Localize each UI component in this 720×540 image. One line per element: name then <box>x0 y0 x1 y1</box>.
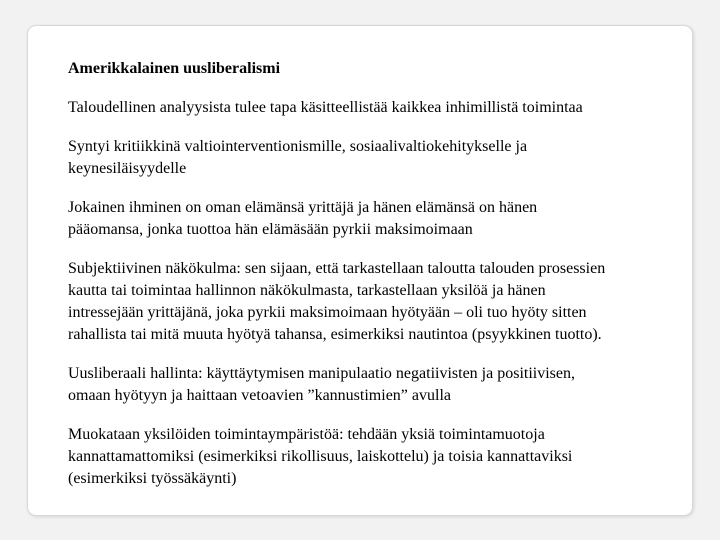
paragraph-line: kannattamattomiksi (esimerkiksi rikollisuus, laiskottelu) ja toisia kannattaviksi <box>68 448 573 465</box>
paragraph-5 <box>68 363 698 407</box>
paragraph-line: Taloudellinen analyysista tulee tapa käsitteellistää kaikkea inhimillistä toimintaa <box>68 99 583 116</box>
paragraph-line: rahallista tai mitä muuta hyötyä tahansa, esimerkiksi nautintoa (psyykkinen tuotto). <box>68 326 602 343</box>
paragraph-line: Subjektiivinen näkökulma: sen sijaan, että tarkastellaan taloutta talouden prosessien <box>68 260 606 277</box>
slide-title: Amerikkalainen uusliberalismi <box>68 60 281 77</box>
paragraph-6 <box>68 424 698 490</box>
paragraph-line: Jokainen ihminen on oman elämänsä yrittäjä ja hänen elämänsä on hänen <box>68 199 538 216</box>
paragraph-line: pääomansa, jonka tuottoa hän elämäsään pyrkii maksimoimaan <box>68 221 473 238</box>
paragraph-1 <box>68 97 698 119</box>
paragraph-line: kautta tai toimintaa hallinnon näkökulmasta, tarkastellaan yksilöä ja hänen <box>68 282 546 299</box>
paragraph-line: omaan hyötyyn ja haittaan vetoavien ”kannustimien” avulla <box>68 387 451 404</box>
paragraph-2 <box>68 136 698 180</box>
slide-content <box>68 58 698 507</box>
paragraph-line: intressejään yrittäjänä, joka pyrkii maksimoimaan hyötyään – oli tuo hyöty sitten <box>68 304 587 321</box>
paragraph-line: keynesiläisyydelle <box>68 160 187 177</box>
paragraph-line: (esimerkiksi työssäkäynti) <box>68 470 237 487</box>
paragraph-4 <box>68 258 698 346</box>
paragraph-line: Uusliberaali hallinta: käyttäytymisen manipulaatio negatiivisten ja positiivisen, <box>68 365 575 382</box>
paragraph-3 <box>68 197 698 241</box>
paragraph-line: Syntyi kritiikkinä valtiointerventionismille, sosiaalivaltiokehitykselle ja <box>68 138 528 155</box>
paragraph-line: Muokataan yksilöiden toimintaympäristöä: tehdään yksiä toimintamuotoja <box>68 426 545 443</box>
